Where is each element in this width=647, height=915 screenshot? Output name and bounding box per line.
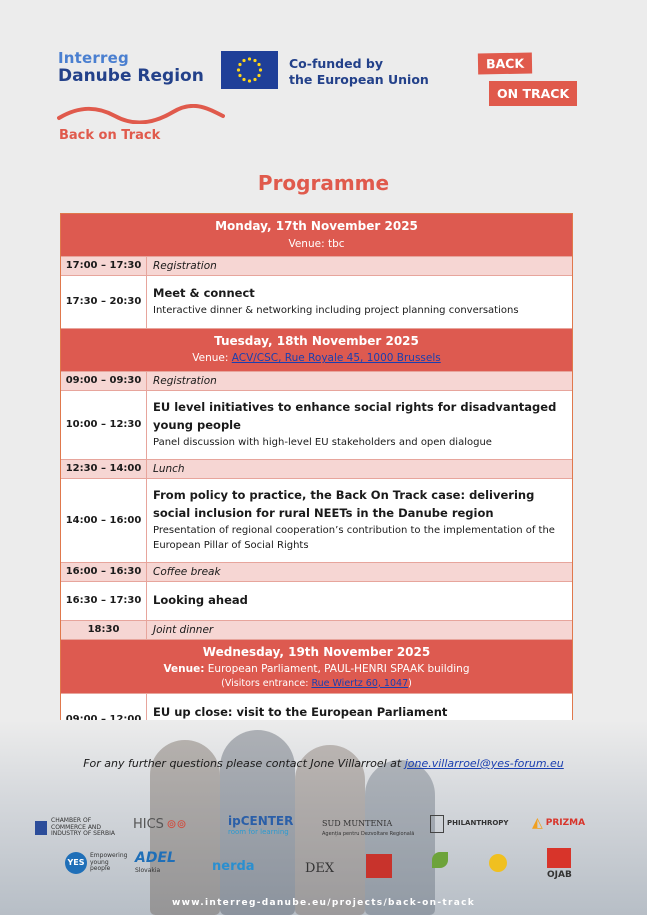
row-time: 14:00 – 16:00 xyxy=(61,479,147,562)
row-time: 12:30 – 14:00 xyxy=(61,460,147,478)
partner-yes xyxy=(65,852,128,874)
session-subtitle: Panel discussion with high-level EU stakeholders and open dialogue xyxy=(153,437,492,449)
day-header xyxy=(61,329,572,372)
eu-star xyxy=(257,63,260,66)
interreg-logo xyxy=(58,51,204,85)
table-row xyxy=(61,563,572,582)
red-emblem-icon xyxy=(366,854,392,878)
row-label: Registration xyxy=(153,259,217,272)
session-title: EU level initiatives to enhance social rights for disadvantaged young people xyxy=(153,400,557,433)
row-label: Registration xyxy=(153,374,217,387)
eu-star xyxy=(242,59,245,62)
partner-philanthropy xyxy=(430,815,509,833)
eu-star xyxy=(257,74,260,77)
yes-sub: Empowering young people xyxy=(90,852,128,873)
day-venue xyxy=(65,661,568,677)
partner-chamber xyxy=(35,818,115,838)
philanthropy-emblem-icon xyxy=(430,815,444,833)
sun-icon xyxy=(489,854,507,872)
row-desc xyxy=(147,479,572,562)
wave-icon xyxy=(57,104,225,124)
muntenia-sub: Agenția pentru Dezvoltare Regională xyxy=(322,830,415,837)
eu-star xyxy=(242,78,245,81)
partner-hics xyxy=(133,818,187,832)
dex-text: DEX xyxy=(305,861,335,876)
eu-star xyxy=(248,79,251,82)
eu-star xyxy=(248,57,251,60)
partner-yellow-logo xyxy=(489,854,507,875)
row-time: 17:00 – 17:30 xyxy=(61,257,147,275)
row-label: Coffee break xyxy=(153,565,221,578)
ipcenter-sub: room for learning xyxy=(228,828,289,837)
eu-star xyxy=(253,78,256,81)
partner-adel xyxy=(135,851,176,875)
partner-red-logo xyxy=(366,854,392,881)
chamber-l3: INDUSTRY OF SERBIA xyxy=(51,830,115,838)
chamber-l2: COMMERCE AND xyxy=(51,823,102,831)
row-time: 18:30 xyxy=(61,621,147,639)
table-row xyxy=(61,621,572,640)
contact-line xyxy=(0,757,647,770)
hics-text: HICS xyxy=(133,817,164,832)
row-desc xyxy=(147,276,572,328)
eu-star xyxy=(259,68,262,71)
session-title: Looking ahead xyxy=(153,592,248,607)
partner-dex xyxy=(305,862,334,876)
day-venue xyxy=(65,350,568,366)
session-title: From policy to practice, the Back On Track case: delivering social inclusion for rural NEETs in the Danube region xyxy=(153,488,535,521)
muntenia-text: SUD MUNTENIA xyxy=(322,819,393,828)
partner-ojab xyxy=(547,848,572,881)
venue-link[interactable]: ACV/CSC, Rue Royale 45, 1000 Brussels xyxy=(231,352,441,365)
logo-on-track: ON TRACK xyxy=(489,81,577,106)
eu-line2: the European Union xyxy=(289,72,429,88)
row-label: Joint dinner xyxy=(153,623,214,636)
ojab-emblem-icon xyxy=(547,848,571,868)
row-time: 17:30 – 20:30 xyxy=(61,276,147,328)
prizma-text: PRIZMA xyxy=(545,817,586,828)
eu-star xyxy=(238,63,241,66)
page-title: Programme xyxy=(257,171,390,195)
table-row xyxy=(61,479,572,563)
ipcenter-text: ipCENTER xyxy=(228,814,294,828)
table-row xyxy=(61,391,572,460)
table-row xyxy=(61,460,572,479)
session-title: Meet & connect xyxy=(153,286,255,301)
row-label: Lunch xyxy=(153,462,185,475)
table-row xyxy=(61,582,572,621)
chamber-shield-icon xyxy=(35,821,47,835)
venue-label: Venue: xyxy=(163,663,205,676)
day-date: Monday, 17th November 2025 xyxy=(215,219,418,233)
philanthropy-text: PHILANTHROPY xyxy=(447,819,509,828)
table-row xyxy=(61,257,572,276)
venue-label: Venue: xyxy=(192,352,229,365)
day-date: Wednesday, 19th November 2025 xyxy=(202,644,431,659)
adel-text: ADEL xyxy=(135,850,176,866)
partner-prizma xyxy=(532,816,585,831)
day-header xyxy=(61,640,572,694)
day-date: Tuesday, 18th November 2025 xyxy=(214,333,419,348)
day-header xyxy=(61,214,572,257)
visitors-open: (Visitors entrance: xyxy=(221,677,309,689)
visitors-link[interactable]: Rue Wiertz 60, 1047 xyxy=(311,677,409,689)
partner-nerda xyxy=(212,860,255,874)
row-time: 10:00 – 12:30 xyxy=(61,391,147,459)
nerda-text: nerda xyxy=(212,859,255,874)
visitors-entrance xyxy=(65,678,568,689)
ojab-text: OJAB xyxy=(547,869,572,880)
partner-green-logo xyxy=(432,852,448,871)
session-title: EU up close: visit to the European Parliament xyxy=(153,704,448,719)
eu-cofunded-text xyxy=(289,56,429,89)
eu-star xyxy=(253,59,256,62)
interreg-logo-line2: Danube Region xyxy=(58,66,204,86)
session-subtitle: Interactive dinner & networking including project planning conversations xyxy=(153,305,519,317)
table-row xyxy=(61,372,572,391)
interreg-logo-line1: Interreg xyxy=(58,49,129,67)
partner-ipcenter xyxy=(228,815,293,837)
session-subtitle: Presentation of regional cooperation’s contribution to the implementation of the European Pillar of Social Rights xyxy=(153,525,555,552)
contact-text: For any further questions please contact Jone Villarroel at xyxy=(83,757,402,770)
eu-star xyxy=(237,68,240,71)
eu-star xyxy=(238,74,241,77)
partner-muntenia xyxy=(322,820,414,838)
contact-email-link[interactable]: jone.villarroel@yes-forum.eu xyxy=(404,757,564,770)
leaf-icon xyxy=(432,852,448,868)
eu-line1: Co-funded by xyxy=(289,56,384,71)
table-row xyxy=(61,276,572,329)
adel-sub: Slovakia xyxy=(135,867,161,875)
logo-back: BACK xyxy=(478,53,532,75)
venue-text: European Parliament, PAUL-HENRI SPAAK building xyxy=(207,663,470,676)
footer-url: www.interreg-danube.eu/projects/back-on-track xyxy=(171,898,475,908)
visitors-close: ) xyxy=(408,677,412,689)
hics-rings-icon: ⊚⊚ xyxy=(166,817,187,831)
yes-text: YES xyxy=(65,852,87,874)
day-venue: Venue: tbc xyxy=(288,237,345,250)
project-name: Back on Track xyxy=(59,128,161,143)
prizma-triangle-icon: ◭ xyxy=(532,815,543,831)
chamber-l1: CHAMBER OF xyxy=(51,817,92,824)
back-on-track-logo xyxy=(474,53,577,106)
row-desc xyxy=(147,391,572,459)
eu-flag-icon xyxy=(221,51,278,89)
row-desc xyxy=(147,582,572,620)
row-time: 16:00 – 16:30 xyxy=(61,563,147,581)
row-time: 09:00 – 09:30 xyxy=(61,372,147,390)
programme-table xyxy=(60,213,573,747)
row-time: 16:30 – 17:30 xyxy=(61,582,147,620)
